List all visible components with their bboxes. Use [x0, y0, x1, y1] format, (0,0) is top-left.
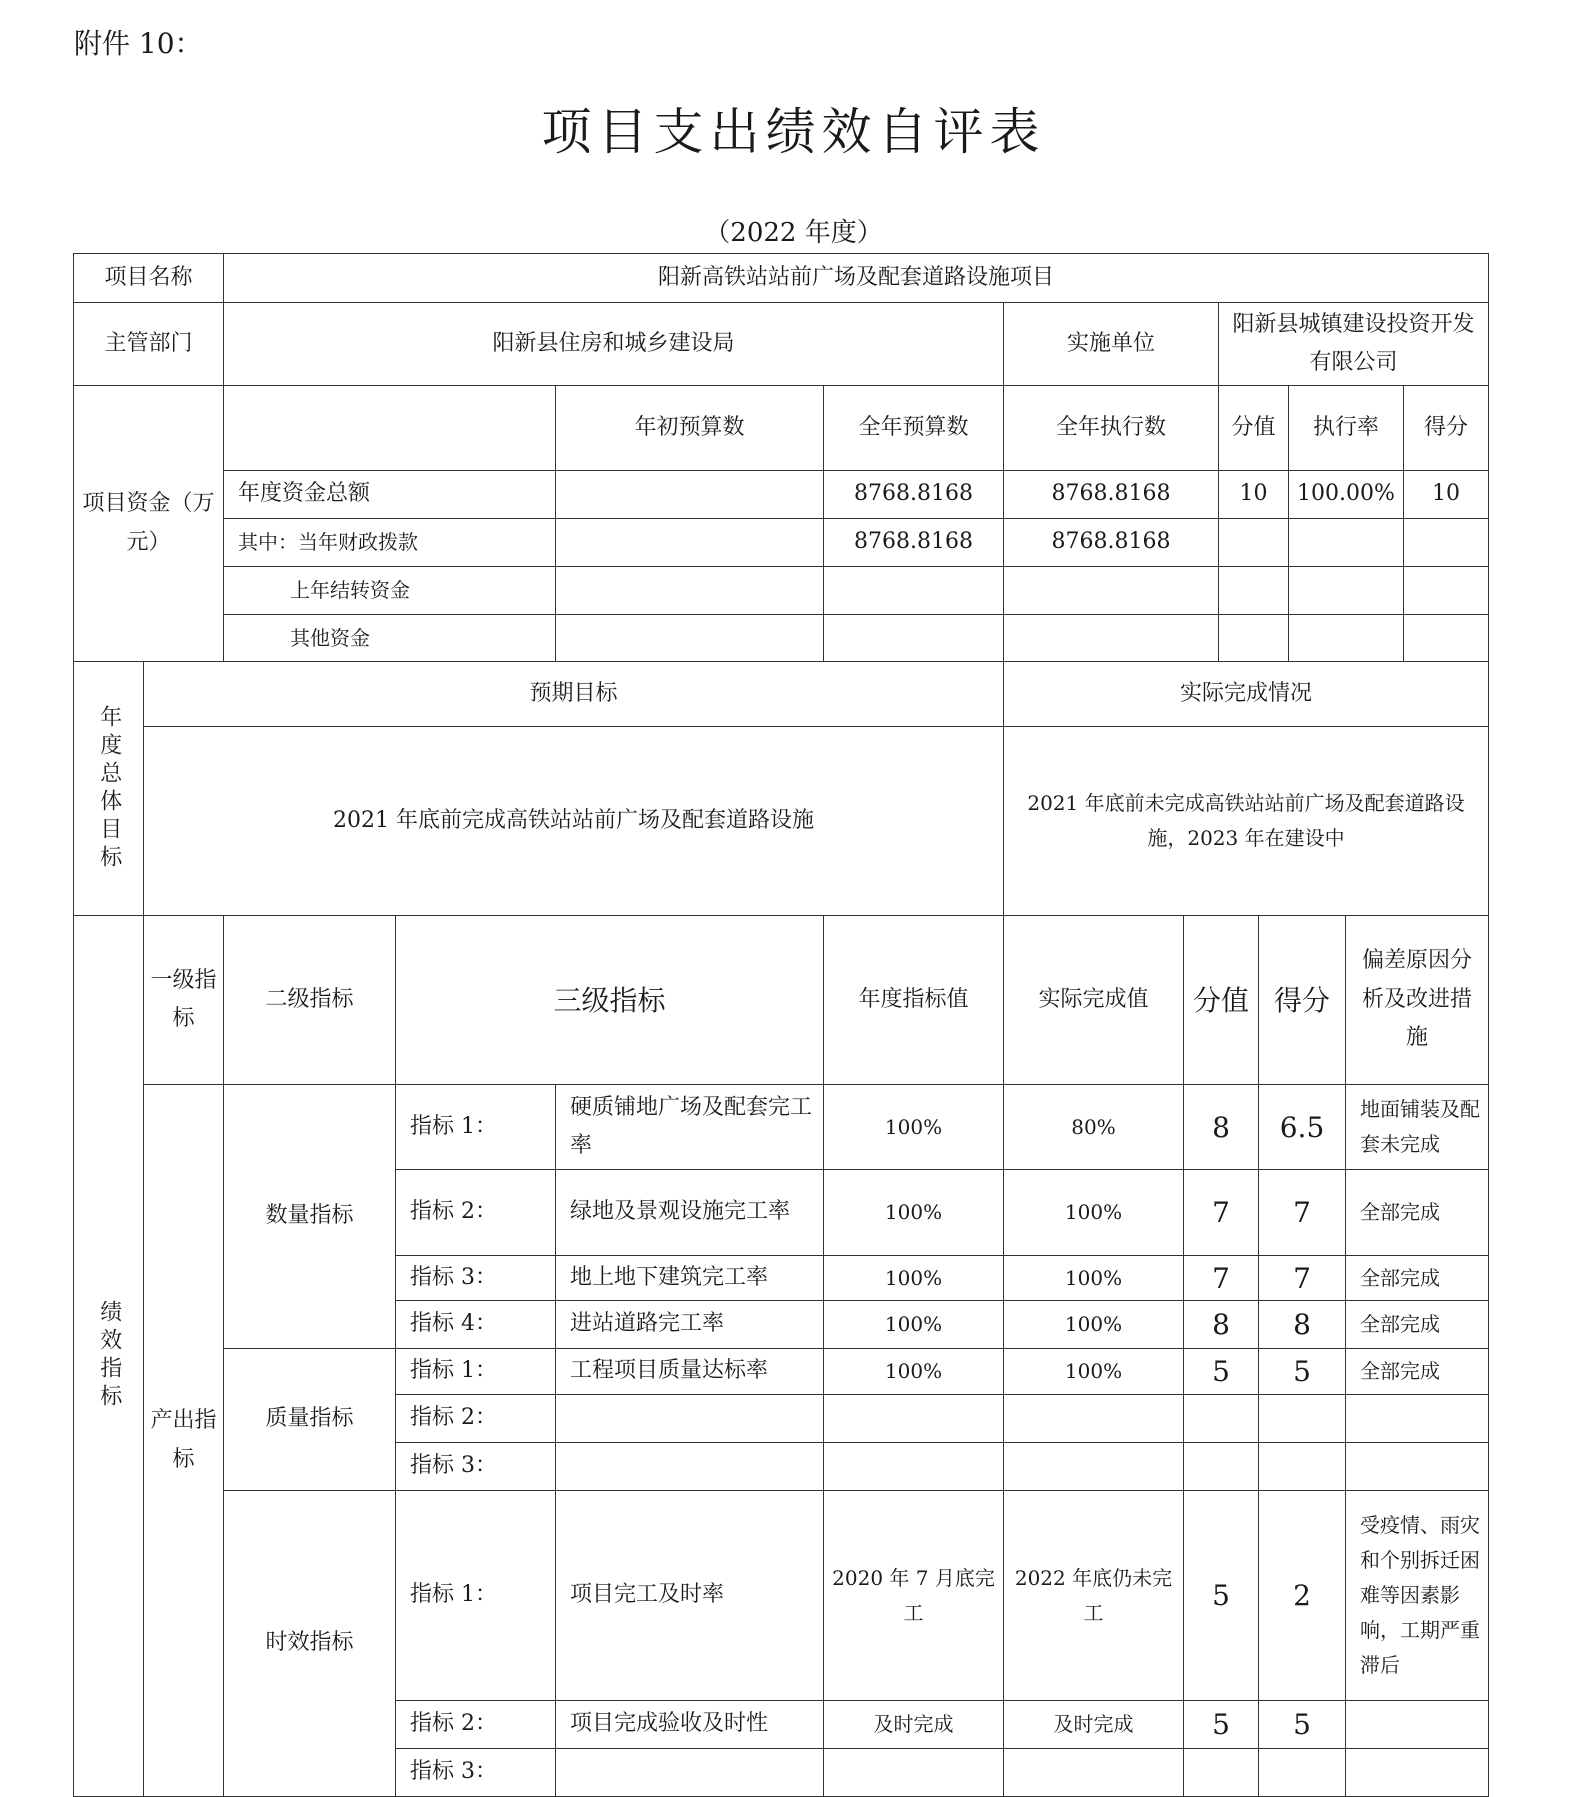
- indicator-target: [823, 1748, 1004, 1797]
- indicator-index: 指标 3：: [395, 1748, 556, 1797]
- indicator-name: 绿地及景观设施完工率: [555, 1169, 824, 1256]
- perf-header-reason: 偏差原因分析及改进措施: [1345, 915, 1489, 1085]
- project-name-label: 项目名称: [73, 253, 224, 303]
- funds-header-executed: 全年执行数: [1003, 385, 1219, 471]
- funds-row-score: 10: [1403, 470, 1489, 519]
- indicator-reason: [1345, 1394, 1489, 1443]
- indicator-weight: [1183, 1394, 1259, 1443]
- goal-expected: 2021 年底前完成高铁站站前广场及配套道路设施: [143, 726, 1004, 916]
- indicator-actual: 2022 年底仍未完工: [1003, 1490, 1184, 1701]
- indicator-name: [555, 1442, 824, 1491]
- indicator-index: 指标 1：: [395, 1348, 556, 1395]
- dept-value: 阳新县住房和城乡建设局: [223, 302, 1004, 386]
- perf-header-target: 年度指标值: [823, 915, 1004, 1085]
- indicator-name: 进站道路完工率: [555, 1300, 824, 1349]
- unit-value: 阳新县城镇建设投资开发有限公司: [1218, 302, 1489, 386]
- funds-row-weight: [1218, 614, 1289, 662]
- funds-row-executed: 8768.8168: [1003, 518, 1219, 567]
- indicator-actual: 100%: [1003, 1169, 1184, 1256]
- funds-row-annual: [823, 614, 1004, 662]
- funds-row-annual: 8768.8168: [823, 470, 1004, 519]
- indicator-index: 指标 1：: [395, 1490, 556, 1701]
- funds-row-initial: [555, 614, 824, 662]
- funds-row-executed: [1003, 614, 1219, 662]
- perf-header-level1: 一级指标: [143, 915, 224, 1085]
- funds-row-rate: [1288, 518, 1404, 567]
- funds-header-rate: 执行率: [1288, 385, 1404, 471]
- indicator-actual: 80%: [1003, 1084, 1184, 1170]
- funds-row-score: [1403, 614, 1489, 662]
- perf-group-name: 数量指标: [223, 1084, 396, 1349]
- indicator-score: 5: [1258, 1348, 1346, 1395]
- perf-header-level3: 三级指标: [395, 915, 824, 1085]
- indicator-name: [555, 1748, 824, 1797]
- indicator-weight: 8: [1183, 1300, 1259, 1349]
- indicator-name: [555, 1394, 824, 1443]
- indicator-weight: 7: [1183, 1255, 1259, 1301]
- perf-group-name: 时效指标: [223, 1490, 396, 1797]
- funds-label: 项目资金（万元）: [73, 385, 224, 662]
- indicator-index: 指标 2：: [395, 1700, 556, 1749]
- indicator-actual: [1003, 1394, 1184, 1443]
- goal-actual-header: 实际完成情况: [1003, 661, 1489, 727]
- perf-header-actual: 实际完成值: [1003, 915, 1184, 1085]
- funds-row-rate: [1288, 614, 1404, 662]
- indicator-reason: [1345, 1748, 1489, 1797]
- indicator-name: 硬质铺地广场及配套完工率: [555, 1084, 824, 1170]
- indicator-weight: [1183, 1442, 1259, 1491]
- indicator-actual: 100%: [1003, 1348, 1184, 1395]
- year-label: （2022 年度）: [704, 218, 883, 248]
- funds-row-initial: [555, 566, 824, 615]
- indicator-score: [1258, 1394, 1346, 1443]
- funds-row-score: [1403, 566, 1489, 615]
- indicator-name: 工程项目质量达标率: [555, 1348, 824, 1395]
- indicator-reason: 地面铺装及配套未完成: [1345, 1084, 1489, 1170]
- indicator-reason: 全部完成: [1345, 1348, 1489, 1395]
- perf-header-score: 得分: [1258, 915, 1346, 1085]
- indicator-weight: 8: [1183, 1084, 1259, 1170]
- indicator-reason: 全部完成: [1345, 1255, 1489, 1301]
- funds-row-name: 上年结转资金: [223, 566, 556, 615]
- indicator-target: [823, 1394, 1004, 1443]
- indicator-index: 指标 1：: [395, 1084, 556, 1170]
- indicator-weight: [1183, 1748, 1259, 1797]
- indicator-score: 7: [1258, 1169, 1346, 1256]
- indicator-score: [1258, 1748, 1346, 1797]
- funds-row-annual: [823, 566, 1004, 615]
- goal-label: 年度总体目标: [73, 661, 144, 916]
- indicator-score: 5: [1258, 1700, 1346, 1749]
- indicator-target: 100%: [823, 1300, 1004, 1349]
- indicator-target: 100%: [823, 1169, 1004, 1256]
- funds-row-name: 其中：当年财政拨款: [223, 518, 556, 567]
- indicator-weight: 5: [1183, 1490, 1259, 1701]
- indicator-actual: [1003, 1442, 1184, 1491]
- indicator-reason: 全部完成: [1345, 1169, 1489, 1256]
- indicator-score: 7: [1258, 1255, 1346, 1301]
- perf-header-level2: 二级指标: [223, 915, 396, 1085]
- funds-row-name: 年度资金总额: [223, 470, 556, 519]
- indicator-actual: 100%: [1003, 1300, 1184, 1349]
- funds-header-score: 得分: [1403, 385, 1489, 471]
- indicator-score: 8: [1258, 1300, 1346, 1349]
- dept-label: 主管部门: [73, 302, 224, 386]
- funds-header-initial: 年初预算数: [555, 385, 824, 471]
- funds-row-score: [1403, 518, 1489, 567]
- indicator-weight: 5: [1183, 1700, 1259, 1749]
- indicator-index: 指标 2：: [395, 1394, 556, 1443]
- indicator-target: 100%: [823, 1255, 1004, 1301]
- perf-header-weight: 分值: [1183, 915, 1259, 1085]
- indicator-target: 100%: [823, 1348, 1004, 1395]
- funds-row-executed: [1003, 566, 1219, 615]
- indicator-score: 6.5: [1258, 1084, 1346, 1170]
- perf-label: 绩效指标: [73, 915, 144, 1797]
- funds-row-initial: [555, 470, 824, 519]
- indicator-reason: 受疫情、雨灾和个别拆迁困难等因素影响，工期严重滞后: [1345, 1490, 1489, 1701]
- indicator-index: 指标 4：: [395, 1300, 556, 1349]
- funds-row-initial: [555, 518, 824, 567]
- goal-expected-header: 预期目标: [143, 661, 1004, 727]
- funds-row-rate: [1288, 566, 1404, 615]
- unit-label: 实施单位: [1003, 302, 1219, 386]
- indicator-reason: 全部完成: [1345, 1300, 1489, 1349]
- funds-row-weight: [1218, 518, 1289, 567]
- indicator-reason: [1345, 1700, 1489, 1749]
- indicator-index: 指标 3：: [395, 1442, 556, 1491]
- funds-row-executed: 8768.8168: [1003, 470, 1219, 519]
- indicator-target: 及时完成: [823, 1700, 1004, 1749]
- indicator-score: 2: [1258, 1490, 1346, 1701]
- indicator-actual: 100%: [1003, 1255, 1184, 1301]
- indicator-target: [823, 1442, 1004, 1491]
- funds-header-weight: 分值: [1218, 385, 1289, 471]
- indicator-target: 100%: [823, 1084, 1004, 1170]
- indicator-score: [1258, 1442, 1346, 1491]
- funds-row-weight: [1218, 566, 1289, 615]
- indicator-index: 指标 3：: [395, 1255, 556, 1301]
- indicator-weight: 7: [1183, 1169, 1259, 1256]
- page-title: 项目支出绩效自评表: [541, 103, 1046, 161]
- indicator-actual: 及时完成: [1003, 1700, 1184, 1749]
- indicator-name: 地上地下建筑完工率: [555, 1255, 824, 1301]
- attachment-label: 附件 10：: [74, 27, 203, 60]
- indicator-name: 项目完成验收及时性: [555, 1700, 824, 1749]
- perf-group-name: 质量指标: [223, 1348, 396, 1491]
- indicator-weight: 5: [1183, 1348, 1259, 1395]
- funds-row-weight: 10: [1218, 470, 1289, 519]
- funds-row-rate: 100.00%: [1288, 470, 1404, 519]
- funds-row-annual: 8768.8168: [823, 518, 1004, 567]
- funds-row-name: 其他资金: [223, 614, 556, 662]
- indicator-name: 项目完工及时率: [555, 1490, 824, 1701]
- indicator-actual: [1003, 1748, 1184, 1797]
- goal-actual: 2021 年底前未完成高铁站站前广场及配套道路设施，2023 年在建设中: [1003, 726, 1489, 916]
- indicator-index: 指标 2：: [395, 1169, 556, 1256]
- funds-header-blank: [223, 385, 556, 471]
- indicator-reason: [1345, 1442, 1489, 1491]
- indicator-target: 2020 年 7 月底完工: [823, 1490, 1004, 1701]
- perf-level1-output: 产出指标: [143, 1084, 224, 1797]
- project-name-value: 阳新高铁站站前广场及配套道路设施项目: [223, 253, 1489, 303]
- funds-header-annual: 全年预算数: [823, 385, 1004, 471]
